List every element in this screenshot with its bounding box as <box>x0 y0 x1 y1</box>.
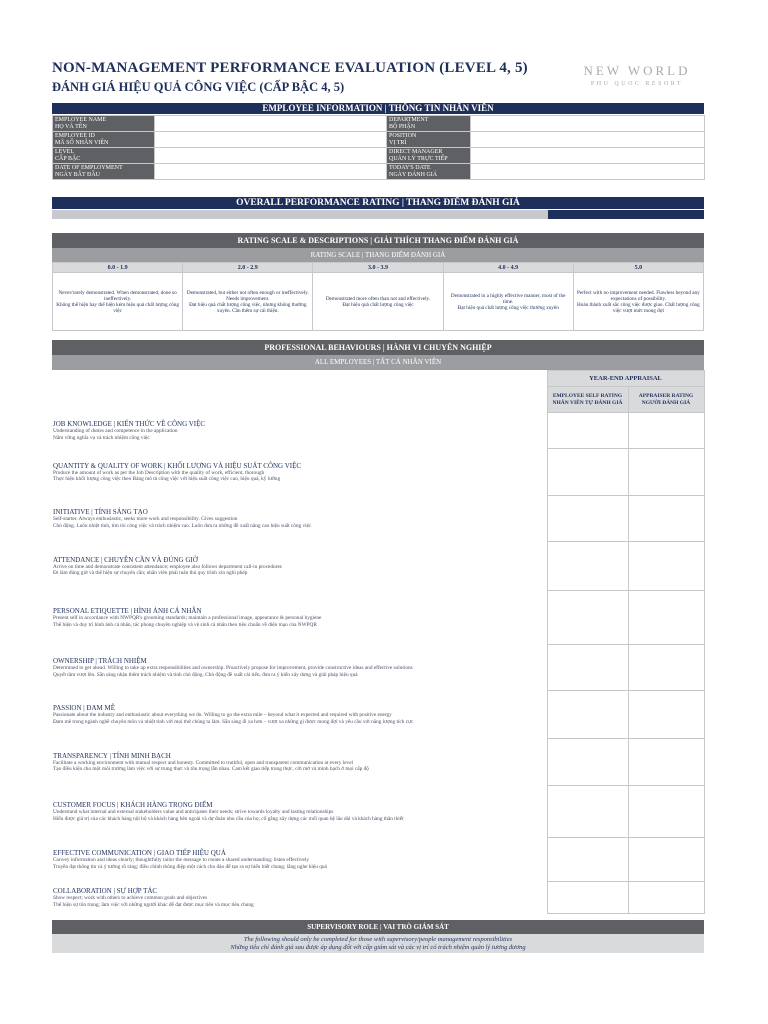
criterion-title: INITIATIVE | TÍNH SÁNG TẠO <box>53 508 148 517</box>
year-end-appraisal-header: YEAR-END APPRAISAL <box>547 371 704 387</box>
employee-info-row <box>53 148 705 164</box>
date-of-employment-label: DATE OF EMPLOYMENT NGÀY BẮT ĐẦU <box>53 164 155 180</box>
criterion-row <box>52 591 704 645</box>
criterion-row <box>52 496 704 542</box>
employee-info-row <box>53 164 705 180</box>
criterion-text: CUSTOMER FOCUS | KHÁCH HÀNG TRỌNG ĐIỂM Understand what internal and external stakeholders value and anticipates their needs; strive towards loyalty and lasting relationships Hiểu được giá trị của các khách hàng nội bộ và khách hàng bên ngoài và dự đoán nhu cầu của họ; cố gắng xây dựng các mối quan hệ lâu dài và khách hàng thân thiết <box>52 786 547 838</box>
overall-rating-value-field[interactable] <box>548 210 704 219</box>
position-field[interactable] <box>471 132 705 148</box>
employee-name-label: EMPLOYEE NAME HỌ VÀ TÊN <box>53 116 155 132</box>
self-rating-input[interactable] <box>547 413 628 449</box>
rating-scale-subheading: RATING SCALE | THANG ĐIỂM ĐÁNH GIÁ <box>52 248 704 262</box>
rating-scale-heading: RATING SCALE & DESCRIPTIONS | GIẢI THÍCH THANG ĐIỂM ĐÁNH GIÁ <box>52 233 704 248</box>
todays-date-field[interactable] <box>471 164 705 180</box>
self-rating-input[interactable] <box>547 691 628 739</box>
criterion-row <box>52 542 704 591</box>
rating-range: 3.0 - 3.9 <box>313 263 443 273</box>
professional-behaviours-heading: PROFESSIONAL BEHAVIOURS | HÀNH VI CHUYÊN NGHIỆP <box>52 340 704 355</box>
criterion-row <box>52 739 704 786</box>
rating-range: 5.0 <box>573 263 703 273</box>
overall-rating-row <box>52 210 704 219</box>
level-label: LEVEL CẤP BẬC <box>53 148 155 164</box>
page-title-block <box>52 60 528 95</box>
rating-description: Demonstrated more often than not and effectively. Đạt hiệu quả chất lượng công việc <box>313 273 443 331</box>
self-rating-input[interactable] <box>547 786 628 838</box>
rating-description: Never/rarely demonstrated. When demonstrated, done so ineffectively. Không thể hiện hay thể hiện kém hiệu quả chất lượng công việc <box>53 273 183 331</box>
overall-rating-heading: OVERALL PERFORMANCE RATING | THANG ĐIỂM ĐÁNH GIÁ <box>52 197 704 209</box>
behaviours-table <box>52 370 705 914</box>
appraiser-rating-input[interactable] <box>628 739 704 786</box>
employee-info-heading: EMPLOYEE INFORMATION | THÔNG TIN NHÂN VIÊN <box>52 103 704 114</box>
all-employees-subheading: ALL EMPLOYEES | TẤT CẢ NHÂN VIÊN <box>52 355 704 370</box>
self-rating-input[interactable] <box>547 838 628 882</box>
supervisory-role-heading: SUPERVISORY ROLE | VAI TRÒ GIÁM SÁT <box>52 920 704 934</box>
appraiser-rating-input[interactable] <box>628 591 704 645</box>
rating-range: 0.0 - 1.9 <box>53 263 183 273</box>
new-world-logo <box>582 63 692 87</box>
employee-id-field[interactable] <box>155 132 387 148</box>
criterion-row <box>52 691 704 739</box>
rating-description-row <box>53 273 704 331</box>
appraiser-rating-header: APPRAISER RATING NGƯỜI ĐÁNH GIÁ <box>628 387 704 413</box>
todays-date-label: TODAY'S DATE NGÀY ĐÁNH GIÁ <box>387 164 471 180</box>
date-of-employment-field[interactable] <box>155 164 387 180</box>
rating-range: 2.0 - 2.9 <box>183 263 313 273</box>
supervisory-note <box>52 934 704 953</box>
criterion-text: PERSONAL ETIQUETTE | HÌNH ẢNH CÁ NHÂN Present self in accordance with NWPQR's grooming standards; maintain a professional image, appearance & personal hygiene Thể hiện và duy trì hình ảnh cá nhân, tác phong chuyên nghiệp và vệ sinh cá nhân theo tiêu chuẩn về diện mạo của NWPQR <box>52 591 547 645</box>
appraiser-rating-input[interactable] <box>628 882 704 914</box>
criterion-row <box>52 838 704 882</box>
criterion-text: INITIATIVE | TÍNH SÁNG TẠO Self-starter. Always enthusiastic, seeks more work and responsibility. Gives suggestion Chủ động. Luôn nhiệt tình, tìm tòi công việc và trách nhiệm cao. Luôn đưa ra những đề xuất nâng cao hiệu suất công việc <box>52 496 547 542</box>
direct-manager-field[interactable] <box>471 148 705 164</box>
appraiser-rating-input[interactable] <box>628 449 704 496</box>
criterion-text: TRANSPARENCY | TÍNH MINH BẠCH Facilitate a working environment with mutual respect and honesty. Committed to truthful, open and transparent communication at every level Tạo điều kiện cho một môi trường làm việc với sự trung thực và tôn trọng lẫn nhau. Cam kết giao tiếp trung thực, cởi mở và minh bạch ở mọi cấp độ <box>52 739 547 786</box>
employee-name-field[interactable] <box>155 116 387 132</box>
rating-scale-table <box>52 262 704 331</box>
direct-manager-label: DIRECT MANAGER QUẢN LÝ TRỰC TIẾP <box>387 148 471 164</box>
self-rating-input[interactable] <box>547 882 628 914</box>
criterion-text: COLLABORATION | SỰ HỢP TÁC Show respect; work with others to achieve common goals and objectives Thể hiện sự tôn trọng; làm việc với những người khác để đạt được mục tiêu và mục tiêu chung <box>52 882 547 914</box>
criterion-text: OWNERSHIP | TRÁCH NHIỆM Determined to get ahead. Willing to take up extra responsibilities and ownership. Proactively propose for improvement, provide constructive ideas and effective solutions Quyết tâm vượt lên. Sẵn sàng nhận thêm trách nhiệm và tinh chủ động. Chủ động đề xuất cải tiến, đưa ra ý kiến xây dựng và giải pháp hiệu quả <box>52 645 547 691</box>
criterion-row <box>52 882 704 914</box>
self-rating-header: EMPLOYEE SELF RATING NHÂN VIÊN TỰ ĐÁNH GIÁ <box>547 387 628 413</box>
year-end-row <box>52 371 704 387</box>
criterion-title: PERSONAL ETIQUETTE | HÌNH ẢNH CÁ NHÂN <box>53 607 202 616</box>
employee-info-table <box>52 115 705 180</box>
logo-text: NEW WORLD <box>583 63 691 78</box>
rating-description: Demonstrated in a highly effective manner, most of the time. Đạt hiệu quả chất lượng công việc thường xuyên <box>443 273 573 331</box>
criterion-text: ATTENDANCE | CHUYÊN CẦN VÀ ĐÚNG GIỜ Arrive on time and demonstrate consistent attendance; employee also follows department call-in procedures Đi làm đúng giờ và thể hiện sự chuyên cần; nhân viên phải tuân thủ quy trình xin nghỉ phép <box>52 542 547 591</box>
self-rating-input[interactable] <box>547 496 628 542</box>
self-rating-input[interactable] <box>547 739 628 786</box>
employee-id-label: EMPLOYEE ID MÃ SỐ NHÂN VIÊN <box>53 132 155 148</box>
supervisory-note-en: The following should only be completed for those with supervisory/people management responsibilities <box>243 936 513 943</box>
criterion-row <box>52 645 704 691</box>
criterion-title: OWNERSHIP | TRÁCH NHIỆM <box>53 657 147 666</box>
page-title-vn: ĐÁNH GIÁ HIỆU QUẢ CÔNG VIỆC (CẤP BẬC 4, 5) <box>52 80 345 94</box>
rating-description: Perfect with no improvement needed. Flawless beyond any expectations of possibility. Hoàn thành xuất sắc công việc được giao. Chất lượng công việc vượt mức mong đợi <box>573 273 703 331</box>
position-label: POSITION VỊ TRÍ <box>387 132 471 148</box>
criterion-title: ATTENDANCE | CHUYÊN CẦN VÀ ĐÚNG GIỜ <box>53 555 198 564</box>
appraiser-rating-input[interactable] <box>628 838 704 882</box>
page-title: NON-MANAGEMENT PERFORMANCE EVALUATION (LEVEL 4, 5) <box>52 60 528 76</box>
criterion-title: TRANSPARENCY | TÍNH MINH BẠCH <box>53 751 171 760</box>
appraiser-rating-input[interactable] <box>628 542 704 591</box>
criterion-title: JOB KNOWLEDGE | KIẾN THỨC VỀ CÔNG VIỆC <box>53 420 206 429</box>
criterion-text: QUANTITY & QUALITY OF WORK | KHỐI LƯỢNG VÀ HIỆU SUẤT CÔNG VIỆC Produce the amount of work as per the Job Description with the quality of work, efficient, thorough Thực hiện khối lượng công việc theo Bảng mô tả công việc với hiệu suất công việc cao, hiệu quả, kỹ lưỡng <box>52 449 547 496</box>
self-rating-input[interactable] <box>547 645 628 691</box>
criterion-row <box>52 413 704 449</box>
self-rating-input[interactable] <box>547 591 628 645</box>
supervisory-note-vn: Những tiêu chí đánh giá sau được áp dụng đối với cấp giám sát và các vị trí có trách nhiệm quản lý tương đương <box>230 944 526 951</box>
criterion-title: EFFECTIVE COMMUNICATION | GIAO TIẾP HIỆU QUẢ <box>53 849 226 858</box>
self-rating-input[interactable] <box>547 542 628 591</box>
appraiser-rating-input[interactable] <box>628 691 704 739</box>
criterion-title: PASSION | ĐAM MÊ <box>53 704 116 713</box>
department-label: DEPARTMENT BỘ PHẬN <box>387 116 471 132</box>
rating-columns-row <box>52 387 704 413</box>
level-field[interactable] <box>155 148 387 164</box>
rating-description: Demonstrated, but either not often enough or ineffectively. Needs improvement. Đạt hiệu quả chất lượng công việc, nhưng không thường xuyên. Cần thêm sự cải thiện. <box>183 273 313 331</box>
appraiser-rating-input[interactable] <box>628 786 704 838</box>
employee-info-row <box>53 116 705 132</box>
criterion-title: QUANTITY & QUALITY OF WORK | KHỐI LƯỢNG VÀ HIỆU SUẤT CÔNG VIỆC <box>53 461 302 470</box>
appraiser-rating-input[interactable] <box>628 413 704 449</box>
overall-rating-label-cell <box>52 210 548 219</box>
logo-subtext: PHU QUOC RESORT <box>590 81 684 87</box>
criterion-text: EFFECTIVE COMMUNICATION | GIAO TIẾP HIỆU QUẢ Convey information and ideas clearly; thoughtfully tailor the message to create a shared understanding; listen effectively Truyền đạt thông tin và ý tưởng rõ ràng; điều chỉnh thông điệp một cách chu đáo để tạo ra sự hiểu biết chung; lắng nghe hiệu quả <box>52 838 547 882</box>
criterion-title: CUSTOMER FOCUS | KHÁCH HÀNG TRỌNG ĐIỂM <box>53 801 213 810</box>
criterion-title: COLLABORATION | SỰ HỢP TÁC <box>53 887 158 896</box>
self-rating-input[interactable] <box>547 449 628 496</box>
criterion-row <box>52 449 704 496</box>
criterion-row <box>52 786 704 838</box>
employee-info-row <box>53 132 705 148</box>
rating-range: 4.0 - 4.9 <box>443 263 573 273</box>
rating-range-row <box>53 263 704 273</box>
criterion-text: PASSION | ĐAM MÊ Passionate about the industry and enthusiastic about everything we do. Willing to go the extra mile – beyond what it expected and required with positive energy Đam mê trong ngành nghề chuyên môn và nhiệt tình với mọi thứ chúng ta làm. Sẵn sàng đi xa hơn – vượt xa những gì được mong đợi và yêu cầu với năng lượng tích cực <box>52 691 547 739</box>
appraiser-rating-input[interactable] <box>628 496 704 542</box>
criterion-text: JOB KNOWLEDGE | KIẾN THỨC VỀ CÔNG VIỆC Understanding of duties and competence in the application Nắm vững nghĩa vụ và trách nhiệm công việc <box>52 413 547 449</box>
appraiser-rating-input[interactable] <box>628 645 704 691</box>
department-field[interactable] <box>471 116 705 132</box>
